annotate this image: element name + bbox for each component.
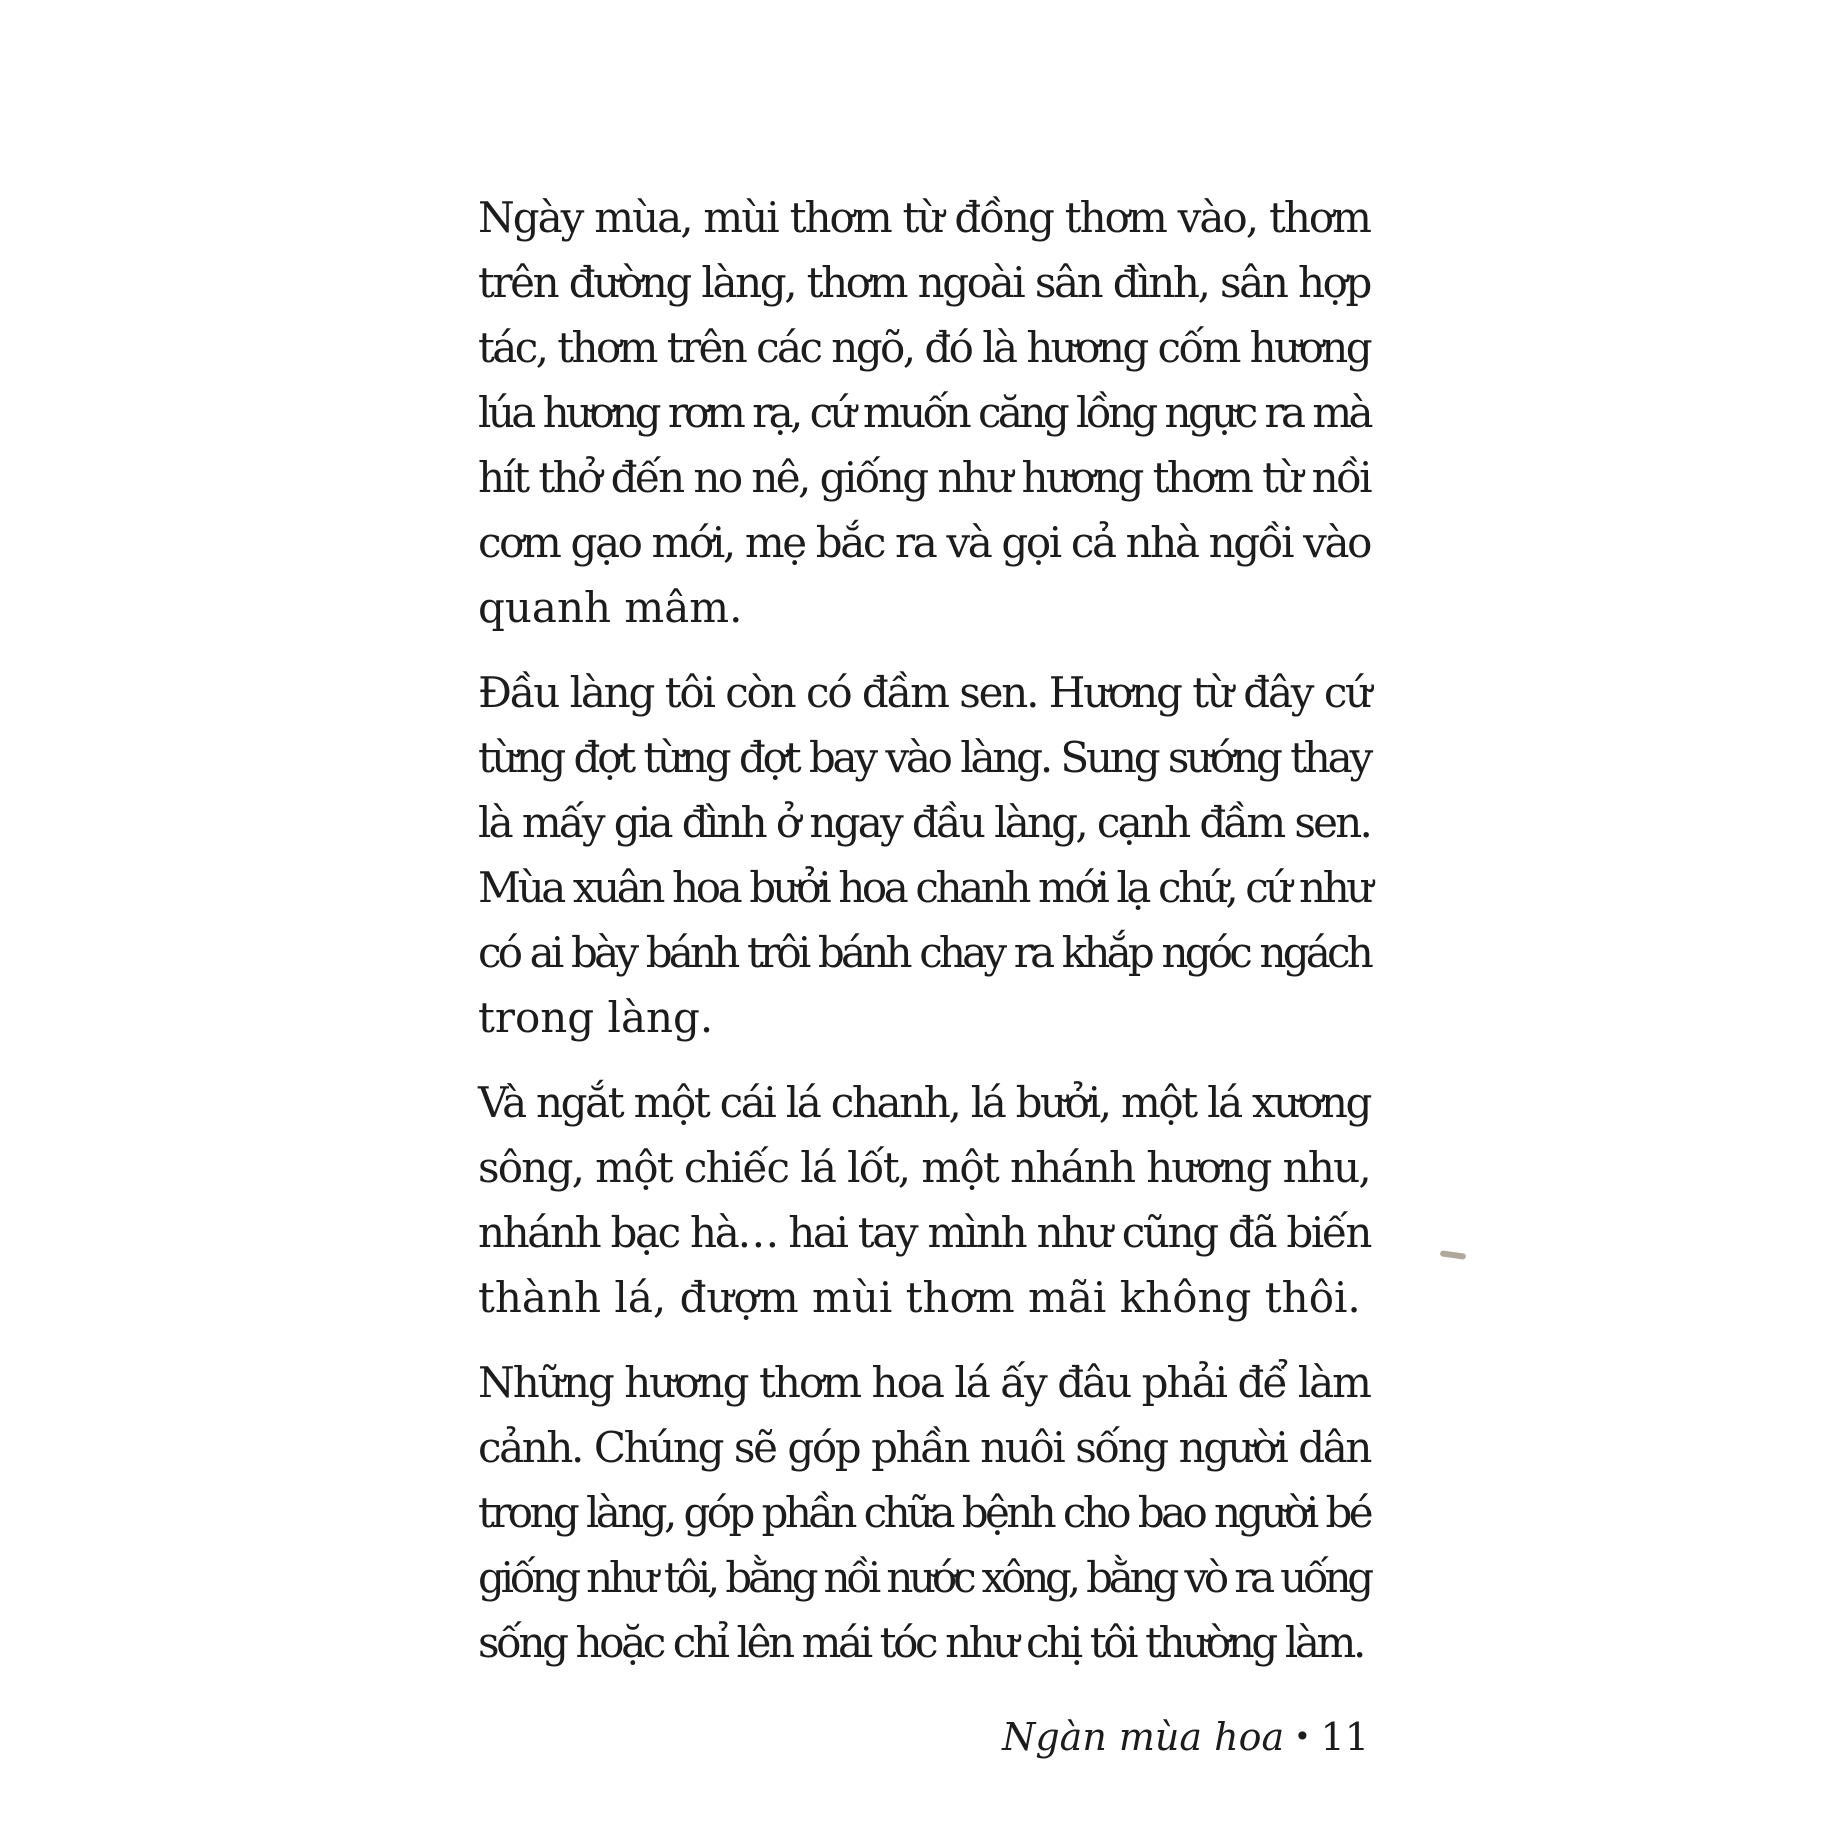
text-line: lúa hương rơm rạ, cứ muốn căng lồng ngực ra mà [478, 388, 1370, 437]
text-line: Những hương thơm hoa lá ấy đâu phải để làm [478, 1358, 1370, 1407]
text-line: sông, một chiếc lá lốt, một nhánh hương nhu, [478, 1143, 1370, 1192]
text-line: giống như tôi, bằng nồi nước xông, bằng vò ra uống [478, 1553, 1370, 1602]
text-line: tác, thơm trên các ngõ, đó là hương cốm hương [478, 323, 1370, 372]
text-line: từng đợt từng đợt bay vào làng. Sung sướng thay [478, 733, 1370, 782]
page-footer [1002, 1715, 1369, 1759]
paragraph-4 [425, 1350, 1370, 1675]
paragraph-1 [425, 185, 1370, 640]
text-line: quanh mâm. [478, 583, 743, 632]
text-line: cảnh. Chúng sẽ góp phần nuôi sống người dân [478, 1423, 1370, 1472]
text-line: Mùa xuân hoa bưởi hoa chanh mới lạ chứ, cứ như [478, 863, 1370, 912]
text-line: hít thở đến no nê, giống như hương thơm từ nồi [478, 453, 1370, 502]
text-line: là mấy gia đình ở ngay đầu làng, cạnh đầm sen. [478, 798, 1370, 847]
paper-speck [1440, 1250, 1467, 1260]
paragraph-3 [425, 1070, 1370, 1330]
text-line: có ai bày bánh trôi bánh chay ra khắp ngóc ngách [478, 928, 1370, 977]
text-line: cơm gạo mới, mẹ bắc ra và gọi cả nhà ngồi vào [478, 518, 1370, 567]
text-line: Ngày mùa, mùi thơm từ đồng thơm vào, thơm [478, 193, 1370, 242]
page-number: 11 [1320, 1715, 1369, 1759]
text-line: trên đường làng, thơm ngoài sân đình, sân hợp [478, 258, 1370, 307]
text-line: nhánh bạc hà… hai tay mình như cũng đã biến [478, 1208, 1370, 1257]
text-line: Và ngắt một cái lá chanh, lá bưởi, một lá xương [478, 1078, 1370, 1127]
body-text [425, 185, 1370, 1695]
paragraph-2 [425, 660, 1370, 1050]
text-line: trong làng, góp phần chữa bệnh cho bao người bé [478, 1488, 1370, 1537]
text-line: thành lá, đượm mùi thơm mãi không thôi. [478, 1273, 1361, 1322]
book-title: Ngàn mùa hoa [1002, 1715, 1285, 1759]
text-line: Đầu làng tôi còn có đầm sen. Hương từ đây cứ [478, 668, 1370, 717]
text-line: sống hoặc chỉ lên mái tóc như chị tôi thường làm. [478, 1618, 1363, 1667]
bullet-separator: • [1294, 1720, 1311, 1753]
text-line: trong làng. [478, 993, 714, 1042]
